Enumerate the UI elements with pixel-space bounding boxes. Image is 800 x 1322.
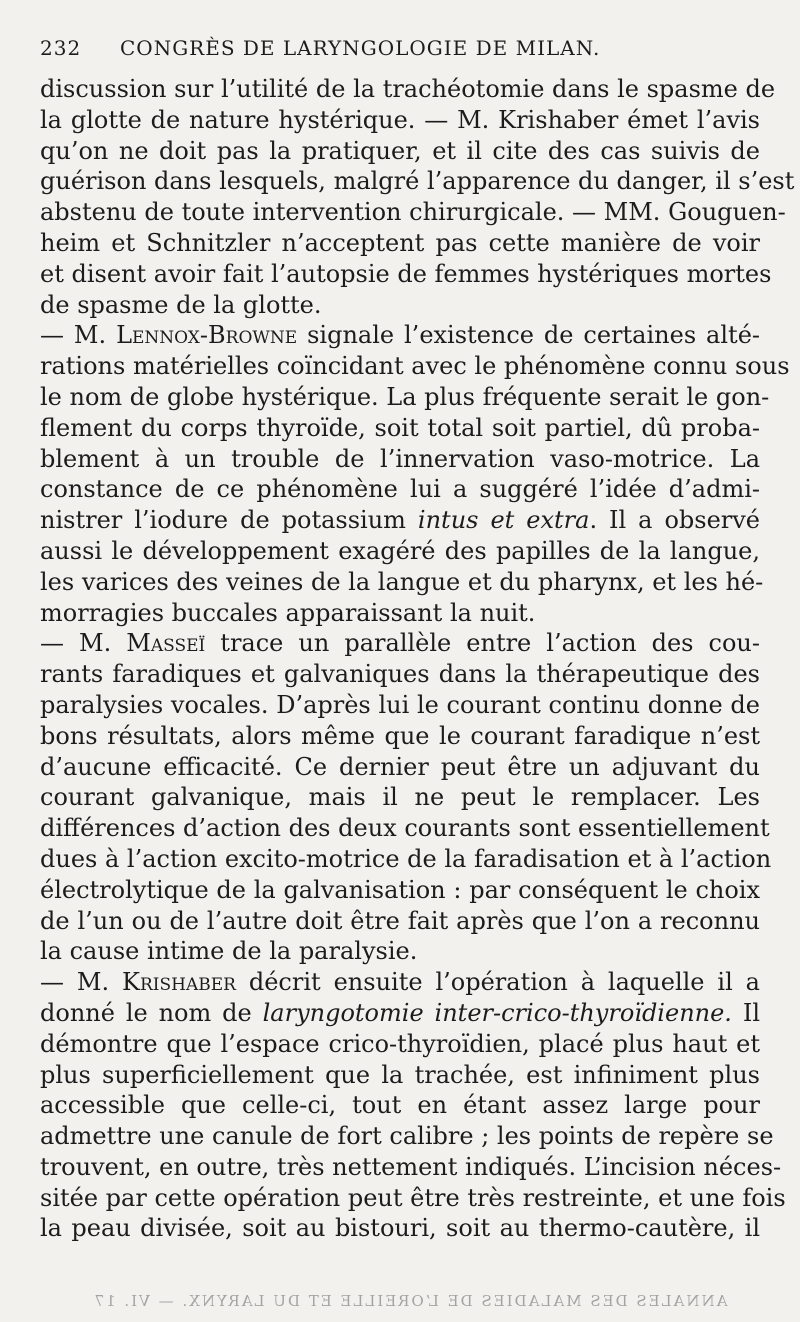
- text-line: la cause intime de la paralysie.: [40, 937, 418, 966]
- latin-phrase: intus et extra: [417, 506, 590, 535]
- page-number: 232: [40, 36, 82, 60]
- text-line: et disent avoir fait l’autopsie de femmes hystériques mortes: [40, 259, 772, 288]
- text-line: discussion sur l’utilité de la trachéotomie dans le spasme de: [40, 75, 776, 103]
- text-line: heim et Schnitzler n’acceptent pas cette manière de voir: [40, 228, 760, 257]
- text-line: la glotte de nature hystérique. — M. Krishaber émet l’avis: [40, 105, 760, 134]
- text-line: blement à un trouble de l’innervation vaso-motrice. La: [40, 444, 760, 473]
- text-line: d’aucune efficacité. Ce dernier peut être un adjuvant du: [40, 752, 760, 781]
- text-line: paralysies vocales. D’après lui le courant continu donne de: [40, 690, 760, 719]
- running-head: [40, 36, 760, 72]
- text-line: dues à l’action excito-motrice de la faradisation et à l’action: [40, 844, 772, 873]
- running-title: CONGRÈS DE LARYNGOLOGIE DE MILAN.: [120, 36, 601, 60]
- text-line: plus superficiellement que la trachée, est infiniment plus: [40, 1060, 760, 1089]
- text-line: constance de ce phénomène lui a suggéré l’idée d’admi-: [40, 475, 760, 504]
- text-line: abstenu de toute intervention chirurgicale. — MM. Gouguen-: [40, 198, 786, 227]
- text-line: aussi le développement exagéré des papilles de la langue,: [40, 536, 760, 565]
- operation-name: laryngotomie inter-crico-thyroïdienne.: [262, 998, 732, 1027]
- text-line: différences d’action des deux courants sont essentiellement: [40, 814, 770, 843]
- text-line: démontre que l’espace crico-thyroïdien, placé plus haut et: [40, 1029, 760, 1058]
- bleed-through-footer: ANNALES DES MALADIES DE L’OREILLE ET DU LARYNX. — VI. 17: [92, 1292, 728, 1310]
- text-line: courant galvanique, mais il ne peut le remplacer. Les: [40, 783, 760, 812]
- text-line: les varices des veines de la langue et du pharynx, et les hé-: [40, 567, 764, 596]
- text-line-iodure: nistrer l’iodure de potassium intus et extra. Il a observé: [40, 506, 761, 535]
- text-line: la peau divisée, soit au bistouri, soit au thermo-cautère, il: [40, 1214, 760, 1243]
- text-line: le nom de globe hystérique. La plus fréquente serait le gon-: [40, 382, 770, 411]
- text-line: trouvent, en outre, très nettement indiqués. L’incision néces-: [40, 1152, 782, 1181]
- speaker-name: Masseï: [126, 629, 206, 658]
- text-line: qu’on ne doit pas la pratiquer, et il cite des cas suivis de: [40, 136, 760, 165]
- text-line: rations matérielles coïncidant avec le phénomène connu sous: [40, 352, 790, 381]
- body-text: [40, 74, 795, 1244]
- text-line: guérison dans lesquels, malgré l’apparence du danger, il s’est: [40, 167, 795, 196]
- text-line: électrolytique de la galvanisation : par conséquent le choix: [40, 875, 760, 904]
- text-line: morragies buccales apparaissant la nuit.: [40, 598, 536, 627]
- paragraph-krishaber-first-line: — M. Krishaber décrit ensuite l’opération à laquelle il a: [40, 968, 760, 997]
- text-line: flement du corps thyroïde, soit total soit partiel, dû proba-: [40, 413, 760, 442]
- text-line: de spasme de la glotte.: [40, 290, 322, 319]
- text-line-laryngotomie: donné le nom de laryngotomie inter-crico-thyroïdienne. Il: [40, 998, 760, 1027]
- text-line: de l’un ou de l’autre doit être fait après que l’on a reconnu: [40, 906, 760, 935]
- text-line: rants faradiques et galvaniques dans la thérapeutique des: [40, 660, 760, 689]
- text-line: bons résultats, alors même que le courant faradique n’est: [40, 721, 760, 750]
- speaker-name: Krishaber: [122, 968, 236, 997]
- paragraph-massei-first-line: — M. Masseï trace un parallèle entre l’action des cou-: [40, 629, 760, 658]
- text-line: accessible que celle-ci, tout en étant assez large pour: [40, 1091, 760, 1120]
- text-line: sitée par cette opération peut être très restreinte, et une fois: [40, 1183, 786, 1212]
- text-line: admettre une canule de fort calibre ; les points de repère se: [40, 1122, 774, 1151]
- speaker-name: Lennox-Browne: [116, 321, 298, 350]
- paragraph-lennox-browne-first-line: — M. Lennox-Browne signale l’existence de certaines alté-: [40, 321, 760, 350]
